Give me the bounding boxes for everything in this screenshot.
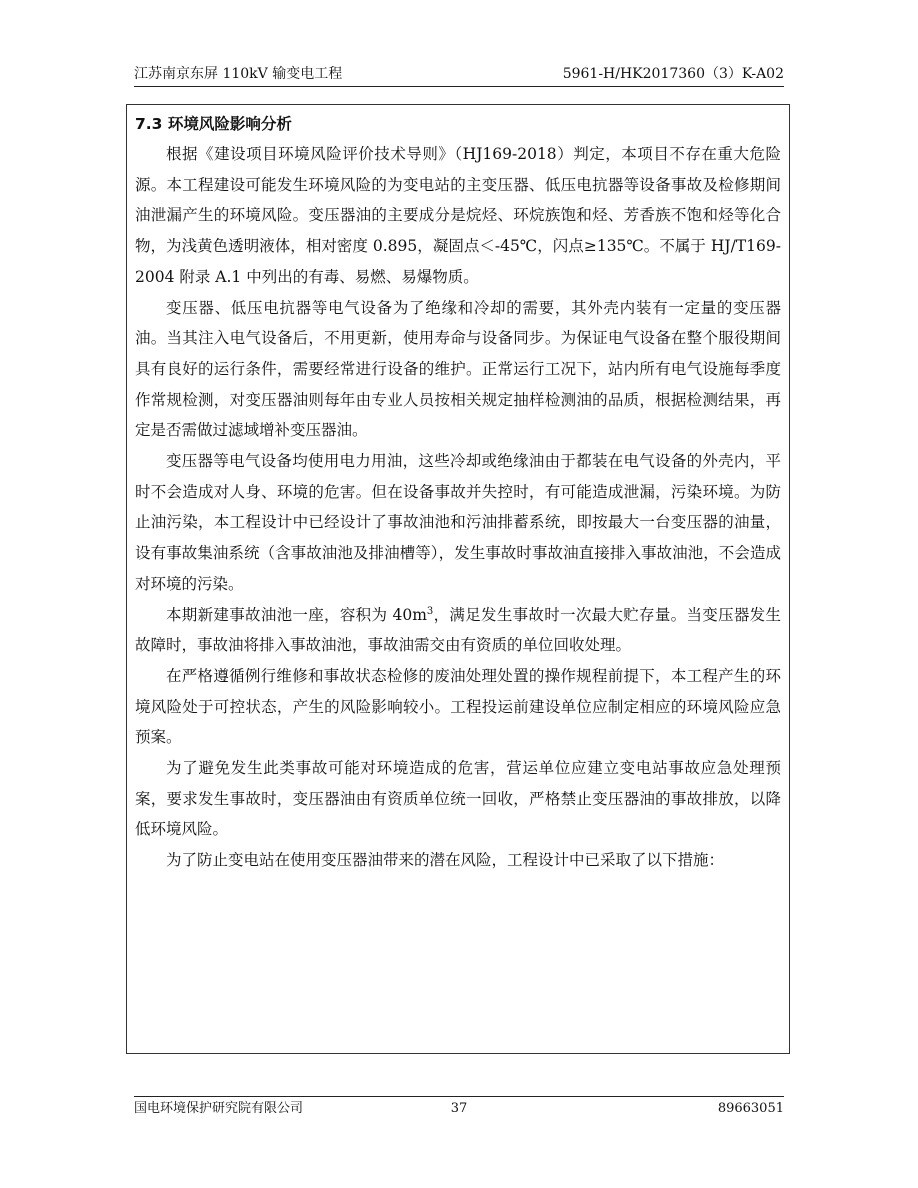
- header-project-title: 江苏南京东屏 110kV 输变电工程: [134, 66, 343, 82]
- oil-pool-text-after: ，满足发生事故时一次最大贮存量。当变压器发生故障时，事故油将排入事故油池，事故油需交由有资质的单位回收处理。: [135, 605, 781, 655]
- footer-page-number: 37: [450, 1101, 468, 1116]
- paragraph-transformer-oil: 变压器、低压电抗器等电气设备为了绝缘和冷却的需要，其外壳内装有一定量的变压器油。当其注入电气设备后，不用更新，使用寿命与设备同步。为保证电气设备在整个服役期间具有良好的运行条件，需要经常进行设备的维护。正常运行工况下，站内所有电气设施每季度作常规检测，对变压器油则每年由专业人员按相关规定抽样检测油的品质，根据检测结果，再定是否需做过滤域增补变压器油。: [135, 298, 781, 440]
- paragraph-controllable-risk: 在严格遵循例行维修和事故状态检修的废油处理处置的操作规程前提下，本工程产生的环境风险处于可控状态，产生的风险影响较小。工程投运前建设单位应制定相应的环境风险应急预案。: [135, 666, 781, 747]
- page-header: [134, 64, 784, 87]
- footer-phone: 89663051: [717, 1101, 784, 1116]
- oil-pool-superscript: 3: [426, 605, 434, 617]
- paragraph-oil-pool: [135, 600, 781, 661]
- page-footer: [134, 1096, 784, 1121]
- paragraph-risk-source: 根据《建设项目环境风险评价技术导则》（HJ169-2018）判定，本项目不存在重大危险源。本工程建设可能发生环境风险的为变电站的主变压器、低压电抗器等设备事故及检修期间油泄漏产生的环境风险。变压器油的主要成分是烷烃、环烷族饱和烃、芳香族不饱和烃等化合物，为浅黄色透明液体，相对密度 0.895，凝固点＜-45℃，闪点≥135℃。不属于 HJ/T169-2004 附录 A.1 中列出的有毒、易燃、易爆物质。: [135, 145, 781, 286]
- paragraph-accident-system: 变压器等电气设备均使用电力用油，这些冷却或绝缘油由于都装在电气设备的外壳内，平时不会造成对人身、环境的危害。但在设备事故并失控时，有可能造成泄漏，污染环境。为防止油污染，本工程设计中已经设计了事故油池和污油排蓄系统，即按最大一台变压器的油量，设有事故集油系统（含事故油池及排油槽等），发生事故时事故油直接排入事故油池，不会造成对环境的污染。: [135, 452, 781, 593]
- header-doc-code: 5961-H/HK2017360（3）K-A02: [562, 66, 784, 82]
- content-box: [126, 104, 790, 1054]
- footer-organization: 国电环境保护研究院有限公司: [134, 1101, 304, 1116]
- paragraph-emergency-plan: 为了避免发生此类事故可能对环境造成的危害，营运单位应建立变电站事故应急处理预案，要求发生事故时，变压器油由有资质单位统一回收，严格禁止变压器油的事故排放，以降低环境风险。: [135, 759, 781, 839]
- oil-pool-text-before: 本期新建事故油池一座，容积为 40m: [166, 605, 427, 624]
- paragraph-measures-intro: 为了防止变电站在使用变压器油带来的潜在风险，工程设计中已采取了以下措施：: [166, 851, 725, 870]
- section-title: 7.3 环境风险影响分析: [135, 115, 292, 133]
